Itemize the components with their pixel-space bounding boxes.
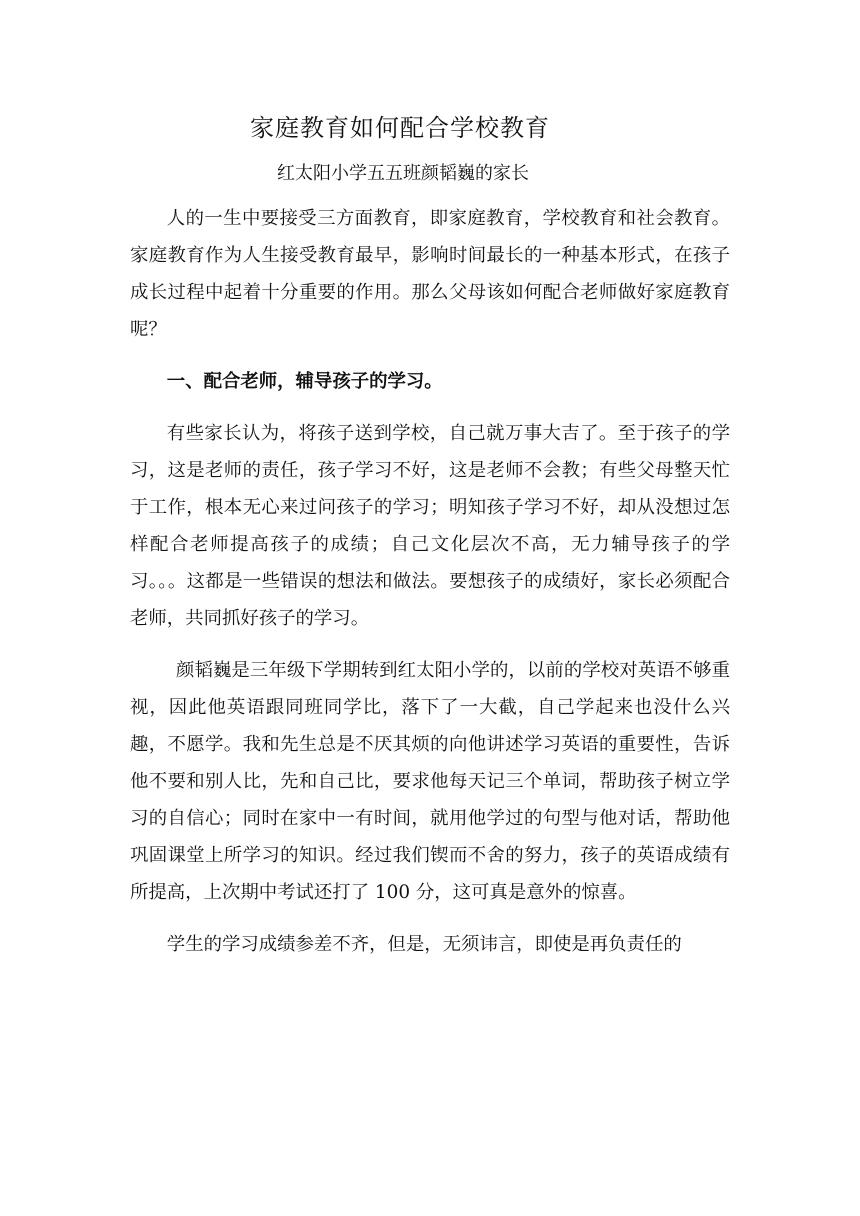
document-body bbox=[130, 200, 730, 963]
section-heading: 一、配合老师，辅导孩子的学习。 bbox=[166, 371, 443, 392]
paragraph-intro: 人的一生中要接受三方面教育，即家庭教育，学校教育和社会教育。家庭教育作为人生接受教育最早，影响时间最长的一种基本形式，在孩子成长过程中起着十分重要的作用。那么父母该如何配合老师做好家庭教育呢？ bbox=[130, 208, 730, 340]
paragraph-continuation: 学生的学习成绩参差不齐，但是，无须讳言，即使是再负责任的 bbox=[166, 934, 682, 955]
paragraph-parents-views: 有些家长认为，将孩子送到学校，自己就万事大吉了。至于孩子的学习，这是老师的责任，孩子学习不好，这是老师不会教；有些父母整天忙于工作，根本无心来过问孩子的学习；明知孩子学习不好，却从没想过怎样配合老师提高孩子的成绩；自己文化层次不高，无力辅导孩子的学习。。。这都是一些错误的想法和做法。要想孩子的成绩好，家长必须配合老师，共同抓好孩子的学习。 bbox=[130, 423, 730, 629]
document-subtitle: 红太阳小学五五班颜韬巍的家长 bbox=[277, 163, 529, 184]
document-title: 家庭教育如何配合学校教育 bbox=[250, 114, 550, 142]
paragraph-english-story: 颜韬巍是三年级下学期转到红太阳小学的，以前的学校对英语不够重视，因此他英语跟同班同学比，落下了一大截，自己学起来也没什么兴趣，不愿学。我和先生总是不厌其烦的向他讲述学习英语的重要性，告诉他不要和别人比，先和自己比，要求他每天记三个单词，帮助孩子树立学习的自信心；同时在家中一有时间，就用他学过的句型与他对话，帮助他巩固课堂上所学习的知识。经过我们锲而不舍的努力，孩子的英语成绩有所提高，上次期中考试还打了 100 分，这可真是意外的惊喜。 bbox=[130, 660, 730, 903]
